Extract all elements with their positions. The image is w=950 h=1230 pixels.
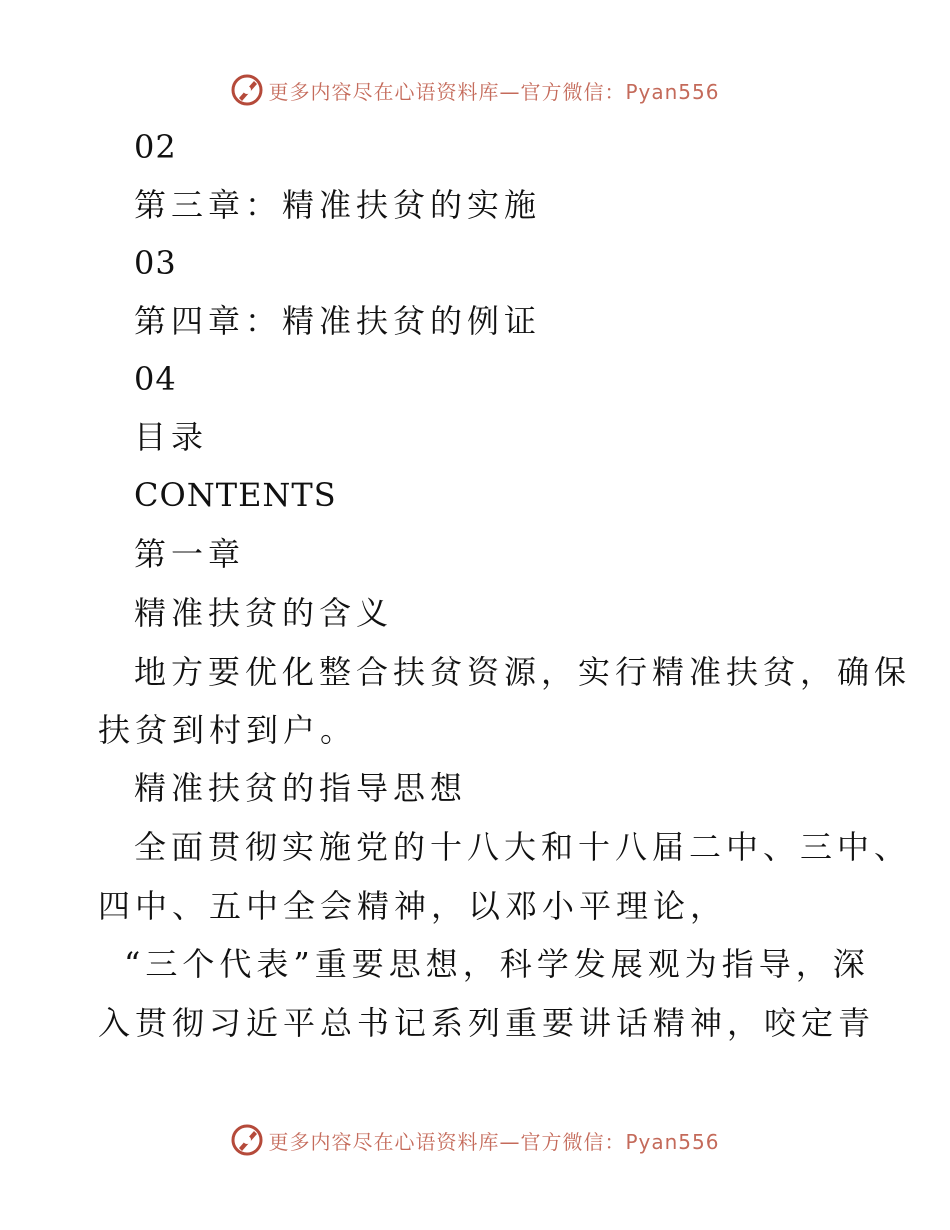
paragraph-line: 地方要优化整合扶贫资源，实行精准扶贫，确保 bbox=[134, 653, 912, 691]
chapter-label: 第一章 bbox=[134, 535, 246, 573]
chapter-number: 03 bbox=[134, 244, 177, 282]
paragraph-line: 全面贯彻实施党的十八大和十八届二中、三中、 bbox=[134, 828, 912, 866]
paragraph-line: 四中、五中全会精神，以邓小平理论， bbox=[98, 887, 728, 925]
chapter-heading: 第四章：精准扶贫的例证 bbox=[134, 302, 542, 340]
paragraph-line: 入贯彻习近平总书记系列重要讲话精神，咬定青 bbox=[98, 1004, 876, 1042]
section-heading: 精准扶贫的含义 bbox=[134, 594, 394, 632]
section-heading: 精准扶贫的指导思想 bbox=[134, 769, 468, 807]
paragraph-line: 扶贫到村到户。 bbox=[98, 711, 358, 749]
header-watermark bbox=[0, 70, 950, 110]
watermark-text: 更多内容尽在心语资料库—官方微信：Pyan556 bbox=[268, 1129, 720, 1154]
watermark-text: 更多内容尽在心语资料库—官方微信：Pyan556 bbox=[268, 79, 720, 104]
contents-title: 目录 bbox=[134, 418, 209, 456]
contents-title-en: CONTENTS bbox=[134, 476, 337, 514]
footer-watermark bbox=[0, 1120, 950, 1160]
chapter-heading: 第三章：精准扶贫的实施 bbox=[134, 186, 542, 224]
chapter-number: 04 bbox=[134, 360, 177, 398]
chapter-number: 02 bbox=[134, 128, 177, 166]
pen-logo-icon bbox=[230, 1123, 264, 1157]
pen-logo-icon bbox=[230, 73, 264, 107]
paragraph-line: “三个代表”重要思想，科学发展观为指导，深 bbox=[124, 945, 870, 983]
